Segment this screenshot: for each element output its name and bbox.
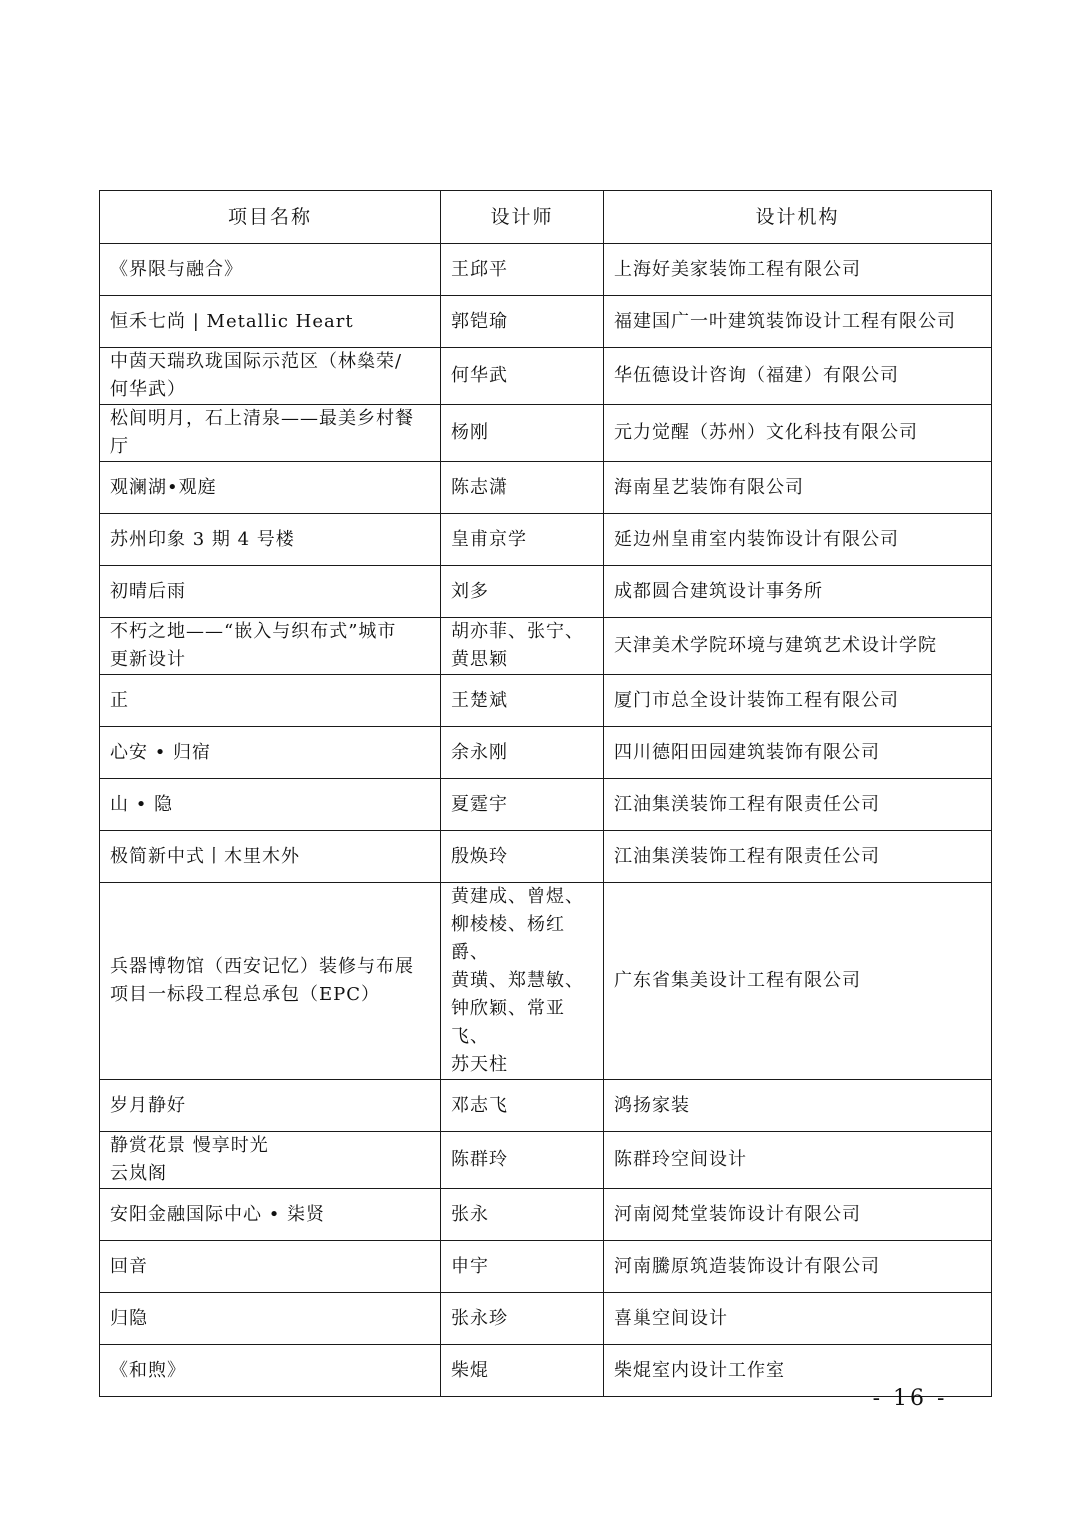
cell-project-name-text: 中茵天瑞玖珑国际示范区（林燊荣/ 何华武）: [110, 351, 403, 400]
cell-project-name-text: 不朽之地——“嵌入与织布式”城市 更新设计: [110, 621, 397, 670]
table-row: [100, 405, 992, 462]
header-designer: 设计师: [441, 191, 604, 244]
cell-project-name: [100, 514, 441, 566]
cell-designer-text: 陈志潇: [451, 476, 508, 498]
table-row: [100, 1293, 992, 1345]
cell-project-name: [100, 779, 441, 831]
cell-designer-text: 黄建成、曾煜、 柳棱棱、杨红爵、 黄璜、郑慧敏、 钟欣颖、常亚飞、 苏天柱: [451, 886, 584, 1075]
cell-organization-text: 海南星艺装饰有限公司: [614, 476, 804, 498]
cell-project-name-text: 安阳金融国际中心 • 柒贤: [110, 1203, 326, 1225]
cell-project-name-text: 归隐: [110, 1307, 148, 1329]
cell-project-name-text: 苏州印象 3 期 4 号楼: [110, 528, 295, 550]
table-row: [100, 675, 992, 727]
table-row: [100, 1241, 992, 1293]
table-row: [100, 1132, 992, 1189]
cell-project-name-text: 松间明月，石上清泉——最美乡村餐 厅: [110, 408, 414, 457]
cell-designer: [441, 405, 604, 462]
cell-project-name: [100, 831, 441, 883]
table-row: [100, 462, 992, 514]
cell-designer-text: 殷焕玲: [451, 845, 508, 867]
cell-designer-text: 王楚斌: [451, 689, 508, 711]
cell-organization-text: 福建国广一叶建筑装饰设计工程有限公司: [614, 310, 956, 332]
header-project-name: 项目名称: [100, 191, 441, 244]
cell-project-name: [100, 296, 441, 348]
cell-organization-text: 厦门市总全设计装饰工程有限公司: [614, 689, 899, 711]
cell-designer-text: 胡亦菲、张宁、 黄思颖: [451, 621, 584, 670]
header-organization: 设计机构: [604, 191, 992, 244]
table-row: [100, 1080, 992, 1132]
cell-organization-text: 延边州皇甫室内装饰设计有限公司: [614, 528, 899, 550]
cell-organization-text: 江油集渼装饰工程有限责任公司: [614, 793, 880, 815]
cell-designer: [441, 1345, 604, 1397]
cell-project-name-text: 极简新中式丨木里木外: [110, 845, 300, 867]
cell-designer-text: 柴焜: [451, 1359, 489, 1381]
cell-designer: [441, 675, 604, 727]
cell-organization: [604, 1189, 992, 1241]
cell-organization: [604, 1080, 992, 1132]
table-row: [100, 1189, 992, 1241]
table-row: [100, 883, 992, 1080]
cell-designer-text: 邓志飞: [451, 1094, 508, 1116]
cell-project-name: [100, 618, 441, 675]
cell-designer: [441, 296, 604, 348]
cell-organization: [604, 566, 992, 618]
cell-designer: [441, 883, 604, 1080]
cell-designer-text: 张永: [451, 1203, 489, 1225]
cell-organization-text: 四川德阳田园建筑装饰有限公司: [614, 741, 880, 763]
cell-organization: [604, 779, 992, 831]
cell-designer-text: 皇甫京学: [451, 528, 527, 550]
cell-organization: [604, 348, 992, 405]
cell-project-name-text: 《界限与融合》: [110, 258, 243, 280]
cell-project-name: [100, 1132, 441, 1189]
cell-project-name: [100, 1345, 441, 1397]
cell-project-name: [100, 405, 441, 462]
cell-designer: [441, 831, 604, 883]
cell-organization: [604, 405, 992, 462]
cell-project-name: [100, 462, 441, 514]
cell-designer: [441, 618, 604, 675]
table-row: [100, 348, 992, 405]
cell-organization-text: 河南騰原筑造装饰设计有限公司: [614, 1255, 880, 1277]
cell-designer-text: 申宇: [451, 1255, 489, 1277]
table-row: [100, 296, 992, 348]
cell-designer-text: 余永刚: [451, 741, 508, 763]
cell-designer-text: 王邱平: [451, 258, 508, 280]
cell-project-name: [100, 1293, 441, 1345]
cell-organization: [604, 727, 992, 779]
cell-project-name-text: 初晴后雨: [110, 580, 186, 602]
cell-designer: [441, 1189, 604, 1241]
cell-designer: [441, 1080, 604, 1132]
table-row: [100, 779, 992, 831]
cell-organization: [604, 675, 992, 727]
cell-organization: [604, 831, 992, 883]
table-row: [100, 566, 992, 618]
cell-organization-text: 鸿扬家装: [614, 1094, 690, 1116]
cell-organization-text: 河南阅梵堂装饰设计有限公司: [614, 1203, 861, 1225]
cell-organization: [604, 514, 992, 566]
cell-project-name: [100, 1189, 441, 1241]
cell-designer: [441, 244, 604, 296]
award-table: [99, 190, 992, 1397]
cell-project-name: [100, 566, 441, 618]
cell-organization: [604, 1241, 992, 1293]
cell-organization: [604, 883, 992, 1080]
table-row: [100, 1345, 992, 1397]
cell-designer-text: 张永珍: [451, 1307, 508, 1329]
cell-project-name-text: 正: [110, 689, 129, 711]
cell-organization-text: 柴焜室内设计工作室: [614, 1359, 785, 1381]
cell-project-name: [100, 244, 441, 296]
cell-organization-text: 江油集渼装饰工程有限责任公司: [614, 845, 880, 867]
cell-organization-text: 天津美术学院环境与建筑艺术设计学院: [614, 635, 937, 656]
page-number: - 16 -: [872, 1386, 948, 1411]
cell-designer-text: 夏霆宇: [451, 793, 508, 815]
cell-designer: [441, 1132, 604, 1189]
cell-organization: [604, 296, 992, 348]
cell-project-name: [100, 1241, 441, 1293]
cell-project-name-text: 兵器博物馆（西安记忆）装修与布展 项目一标段工程总承包（EPC）: [110, 956, 414, 1005]
cell-project-name-text: 岁月静好: [110, 1094, 186, 1116]
table-body: [100, 244, 992, 1397]
cell-organization-text: 成都圆合建筑设计事务所: [614, 580, 823, 602]
table-row: [100, 514, 992, 566]
cell-designer: [441, 462, 604, 514]
cell-designer: [441, 566, 604, 618]
cell-organization-text: 上海好美家装饰工程有限公司: [614, 258, 861, 280]
cell-organization: [604, 1132, 992, 1189]
cell-organization-text: 元力觉醒（苏州）文化科技有限公司: [614, 422, 918, 443]
cell-organization-text: 陈群玲空间设计: [614, 1149, 747, 1170]
cell-designer: [441, 779, 604, 831]
table-row: [100, 727, 992, 779]
cell-organization: [604, 618, 992, 675]
cell-project-name: [100, 1080, 441, 1132]
cell-project-name-text: 观澜湖•观庭: [110, 476, 217, 498]
cell-designer: [441, 1241, 604, 1293]
cell-organization: [604, 462, 992, 514]
cell-designer-text: 陈群玲: [451, 1149, 508, 1170]
cell-designer: [441, 348, 604, 405]
cell-organization-text: 广东省集美设计工程有限公司: [614, 970, 861, 991]
cell-organization: [604, 244, 992, 296]
cell-organization-text: 喜巢空间设计: [614, 1307, 728, 1329]
cell-designer-text: 杨刚: [451, 422, 489, 443]
table-row: [100, 831, 992, 883]
table-row: [100, 244, 992, 296]
cell-organization-text: 华伍德设计咨询（福建）有限公司: [614, 365, 899, 386]
cell-designer-text: 何华武: [451, 365, 508, 386]
cell-project-name-text: 回音: [110, 1255, 148, 1277]
cell-project-name-text: 静赏花景 慢享时光 云岚阁: [110, 1135, 269, 1184]
cell-project-name-text: 恒禾七尚 | Metallic Heart: [110, 310, 354, 332]
cell-designer: [441, 514, 604, 566]
cell-designer-text: 郭铠瑜: [451, 310, 508, 332]
cell-organization: [604, 1293, 992, 1345]
cell-project-name: [100, 348, 441, 405]
table-row: [100, 618, 992, 675]
cell-project-name-text: 《和煦》: [110, 1359, 186, 1381]
cell-project-name-text: 心安 • 归宿: [110, 741, 212, 763]
table-header: [100, 191, 992, 244]
cell-designer-text: 刘多: [451, 580, 489, 602]
header-row: [100, 191, 992, 244]
cell-designer: [441, 727, 604, 779]
cell-project-name: [100, 727, 441, 779]
cell-project-name: [100, 883, 441, 1080]
cell-designer: [441, 1293, 604, 1345]
cell-project-name-text: 山 • 隐: [110, 793, 174, 815]
cell-project-name: [100, 675, 441, 727]
